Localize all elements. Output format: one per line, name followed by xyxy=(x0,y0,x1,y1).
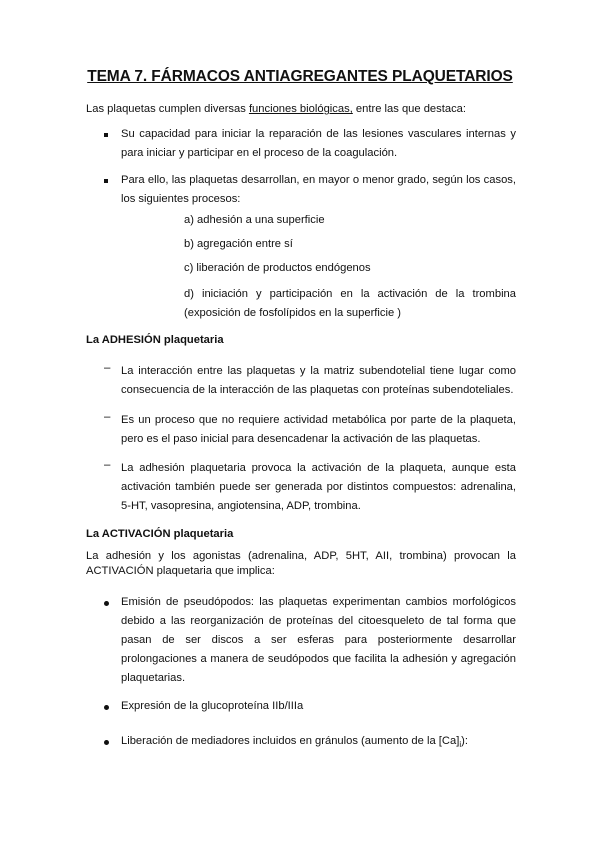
section-heading-activation: La ACTIVACIÓN plaquetaria xyxy=(86,528,234,540)
intro-underlined-term: funciones biológicas, xyxy=(248,103,353,115)
section-heading-adhesion: La ADHESIÓN plaquetaria xyxy=(86,334,224,346)
adhesion-item-1: La interacción entre las plaquetas y la matriz subendotelial tiene lugar como consecuencia de la interacción de las plaquetas con proteínas subendoteliales. xyxy=(121,365,516,396)
bullet-item-1: Su capacidad para iniciar la reparación de las lesiones vasculares internas y para iniciar y participar en el proceso de la coagulación. xyxy=(121,128,516,159)
dash-bullet: – xyxy=(104,362,111,374)
page-title: TEMA 7. FÁRMACOS ANTIAGREGANTES PLAQUETARIOS xyxy=(87,68,513,85)
round-bullet-icon xyxy=(104,740,109,745)
round-bullet-icon xyxy=(104,601,109,606)
dash-bullet: – xyxy=(104,459,111,471)
adhesion-item-3: La adhesión plaquetaria provoca la activación de la plaqueta, aunque esta activación también puede ser generada por distintos compuestos: adrenalina, 5-HT, vasopresina, angiotensina, ADP, trombina. xyxy=(121,462,516,512)
square-bullet-icon xyxy=(104,133,108,137)
activation-item-3 xyxy=(121,732,516,754)
dash-bullet: – xyxy=(104,411,111,423)
process-item-d: d) iniciación y participación en la activación de la trombina (exposición de fosfolípidos en la superficie ) xyxy=(184,288,516,319)
activation-item-2: Expresión de la glucoproteína IIb/IIIa xyxy=(121,700,304,712)
round-bullet-icon xyxy=(104,705,109,710)
intro-text-start: Las plaquetas cumplen diversas xyxy=(86,103,249,115)
activation-intro: La adhesión y los agonistas (adrenalina, ADP, 5HT, AII, trombina) provocan la ACTIVACIÓN plaquetaria que implica: xyxy=(86,550,516,577)
intro-paragraph xyxy=(86,100,526,119)
bullet-item-2: Para ello, las plaquetas desarrollan, en mayor o menor grado, según los casos, los siguientes procesos: xyxy=(121,174,516,205)
intro-text-end: entre las que destaca: xyxy=(352,103,467,115)
square-bullet-icon xyxy=(104,179,108,183)
activation-item-3-text: Liberación de mediadores incluidos en gránulos (aumento de la [Ca] xyxy=(121,735,460,747)
process-item-c: c) liberación de productos endógenos xyxy=(184,262,371,274)
activation-item-3-end: ): xyxy=(461,735,468,747)
subscript-i: i xyxy=(459,740,462,750)
adhesion-item-2: Es un proceso que no requiere actividad metabólica por parte de la plaqueta, pero es el paso inicial para desencadenar la activación de las plaquetas. xyxy=(121,414,516,445)
process-item-b: b) agregación entre sí xyxy=(184,238,293,250)
activation-item-1: Emisión de pseudópodos: las plaquetas experimentan cambios morfológicos debido a las reorganización de proteínas del citoesqueleto de tal forma que pasan de ser discos a ser esferas para posteriormente desarrollar prolongaciones a manera de seudópodos que facilita la adhesión y agregación plaquetarias. xyxy=(121,596,516,684)
process-item-a: a) adhesión a una superficie xyxy=(184,214,325,226)
